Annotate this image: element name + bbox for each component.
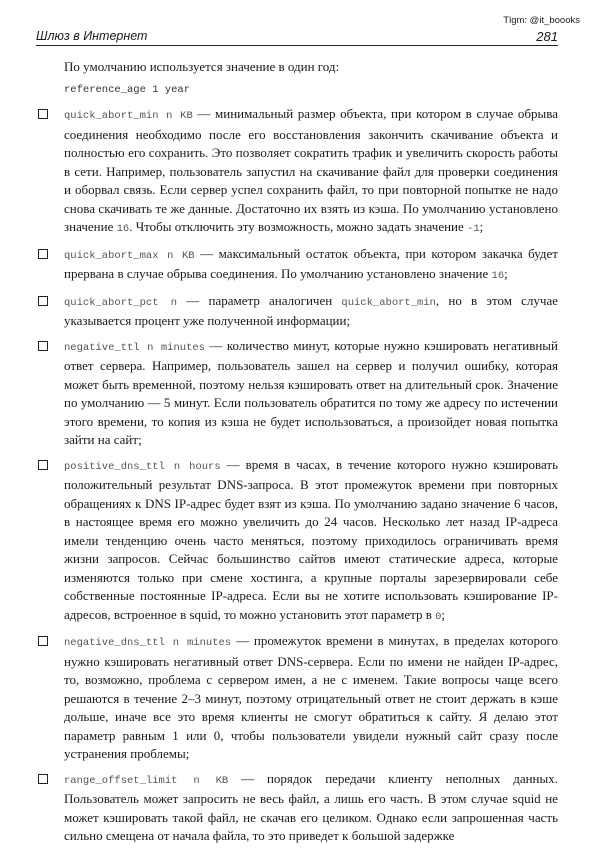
- param-description: — максимальный остаток объекта, при котором закачка будет прервана в случае обрыва соединения. По умолчанию установлено значение: [64, 245, 558, 281]
- param-code: positive_dns_ttl n hours: [64, 460, 221, 473]
- inline-code: 0: [435, 610, 442, 623]
- checkbox-bullet-icon: [38, 341, 48, 351]
- checkbox-bullet-icon: [38, 774, 48, 784]
- list-item-positive-dns-ttl: [36, 456, 558, 627]
- watermark: Tlgm: @it_boooks: [503, 15, 580, 26]
- param-description: — минимальный размер объекта, при котором в случае обрыва соединения необходимо после его восстановления закончить скачивание объекта и полностью его сохранить. Это позволяет сократить трафик и увеличить скорость работы в сети. Например, пользователь запустил на скачивание файл для проверки соединения и оборвал связь. Если сервер успел сохранить файл, то при повторной попытке не надо снова скачивать те же данные. Достаточно их взять из кэша. По умолчанию установлено значение: [64, 106, 558, 234]
- inline-code: 16: [116, 223, 130, 235]
- param-code: quick_abort_min n KB: [64, 110, 193, 122]
- inline-code: quick_abort_min: [341, 296, 436, 309]
- checkbox-bullet-icon: [38, 636, 48, 646]
- checkbox-bullet-icon: [38, 296, 48, 306]
- list-item-quick-abort-max: [36, 245, 558, 286]
- list-item-quick-abort-pct: [36, 292, 558, 331]
- page-number: 281: [536, 29, 558, 44]
- param-description: — параметр аналогичен: [177, 292, 342, 308]
- inline-code: -1: [467, 223, 480, 235]
- intro-paragraph: По умолчанию используется значение в один год:: [64, 59, 340, 74]
- param-code: negative_dns_ttl n minutes: [64, 637, 232, 649]
- param-description: — порядок передачи клиенту неполных данных. Пользователь может запросить не весь файл, а лишь его часть. В этом случае squid не может кэшировать такой файл, не скачав его целиком. Однако если запрошенная часть сильно смещена от начала файла, то это приведет к большой задержке: [64, 770, 558, 843]
- param-code: quick_abort_pct n: [64, 296, 178, 309]
- param-description: — время в часах, в течение которого нужно кэшировать положительный результат DNS-запроса. В этот промежуток времени при повторных обращениях к DNS IP-адрес будет взят из кэша. По умолчанию задано значение 6 часов, в настоящее время его можно увеличить до 24 часов. Несколько лет назад IP-адреса имели тенденцию очень часто меняться, поэтому приходилось ограничивать время жизни запросов. Сейчас большинство сайтов имеют статические адреса, которые изменяются только при смене хостинга, а крупные порталы зарезервировали себе собственные постоянные IP-адреса. Если вы не хотите использовать кэширование IP-адресов, встроенное в squid, то можно установить этот параметр в: [64, 456, 558, 622]
- page-body: [36, 58, 558, 852]
- list-item-quick-abort-min: [36, 105, 558, 239]
- param-description: ;: [504, 266, 508, 281]
- checkbox-bullet-icon: [38, 109, 48, 119]
- param-code: range_offset_limit n KB: [64, 774, 229, 787]
- checkbox-bullet-icon: [38, 249, 48, 259]
- param-description: ;: [479, 219, 484, 234]
- param-description: ;: [441, 606, 446, 622]
- code-example: reference_age 1 year: [64, 83, 191, 96]
- list-item-negative-ttl: [36, 337, 558, 450]
- list-item-range-offset-limit: [36, 770, 558, 846]
- param-description: — промежуток времени в минутах, в пределах которого нужно кэшировать негативный ответ DNS-сервера. Если по имени не найден IP-адрес, то, возможно, проблема с сервером имен, а не с именем. Такие вопросы чаще всего решаются в течение 2–3 минут, поэтому отрицательный ответ не стоит держать в кэше дольше, иначе все это время клиенты не смогут обратиться к сайту. Я делаю этот параметр равным 1 или 0, чтобы пользователи увидели нужный сайт сразу после устранения проблемы;: [64, 633, 559, 761]
- param-description: , но в этом случае указывается процент уже полученной информации;: [64, 292, 558, 328]
- inline-code: 16: [491, 270, 505, 282]
- running-header: [36, 27, 558, 46]
- chapter-title: Шлюз в Интернет: [36, 29, 148, 43]
- param-description: . Чтобы отключить эту возможность, можно задать значение: [129, 219, 468, 234]
- list-item-negative-dns-ttl: [36, 632, 558, 764]
- param-code: negative_ttl n minutes: [64, 341, 205, 354]
- param-description: — количество минут, которые нужно кэшировать негативный ответ сервера. Например, пользователь зашел на сервер и получил ошибку, которая может быть временной, поэтому нельзя кэшировать ответ на длительный срок. Значение по умолчанию — 5 минут. Если пользователь обратится по тому же адресу по истечении этого времени, то копия из кэша не будет использоваться, а произойдет новая попытка зайти на сайт;: [64, 337, 558, 447]
- checkbox-bullet-icon: [38, 460, 48, 470]
- param-code: quick_abort_max n KB: [64, 249, 195, 262]
